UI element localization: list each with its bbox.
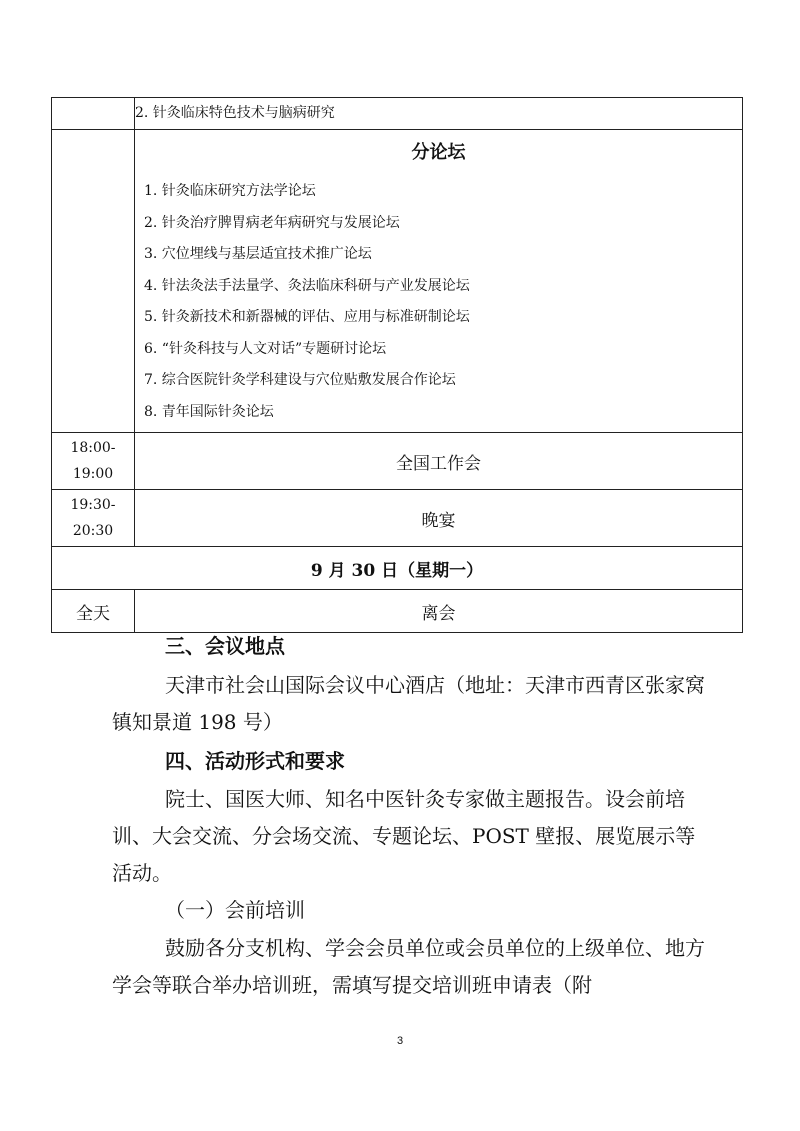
topic-item: 2. 针灸临床特色技术与脑病研究 [135, 98, 743, 130]
venue-text: 天津市社会山国际会议中心酒店（地址：天津市西青区张家窝镇知景道 198 号） [112, 673, 705, 734]
time-cell: 19:30-20:30 [52, 490, 135, 547]
event-cell: 全国工作会 [135, 433, 743, 490]
time-cell-empty [52, 130, 135, 433]
forum-title: 分论坛 [411, 142, 466, 163]
schedule-row [52, 98, 743, 130]
schedule-row [52, 130, 743, 433]
venue-heading: 三、会议地点 [165, 634, 285, 658]
schedule-row [52, 433, 743, 490]
forum-item: 8. 青年国际针灸论坛 [144, 403, 274, 420]
training-heading: （一）会前培训 [165, 898, 305, 922]
activities-heading: 四、活动形式和要求 [165, 749, 345, 773]
forum-list [135, 176, 742, 432]
schedule-row [52, 490, 743, 547]
forum-item: 5. 针灸新技术和新器械的评估、应用与标准研制论坛 [144, 309, 470, 325]
time-cell: 18:00-19:00 [52, 433, 135, 490]
forum-item: 3. 穴位埋线与基层适宜技术推广论坛 [144, 246, 372, 262]
schedule-table [51, 97, 743, 633]
event-cell: 离会 [135, 590, 743, 633]
time-cell-empty [52, 98, 135, 130]
event-cell: 晚宴 [135, 490, 743, 547]
date-row [52, 547, 743, 590]
forum-item: 7. 综合医院针灸学科建设与穴位贴敷发展合作论坛 [144, 372, 456, 388]
training-text: 鼓励各分支机构、学会会员单位或会员单位的上级单位、地方学会等联合举办培训班，需填写提交培训班申请表（附 [112, 936, 705, 997]
forum-item: 4. 针法灸法手法量学、灸法临床科研与产业发展论坛 [144, 277, 470, 294]
forum-item: 1. 针灸临床研究方法学论坛 [144, 183, 316, 199]
activities-text: 院士、国医大师、知名中医针灸专家做主题报告。设会前培训、大会交流、分会场交流、专题论坛、POST 壁报、展览展示等活动。 [112, 787, 696, 885]
forum-item: 6. “针灸科技与人文对话”专题研讨论坛 [144, 340, 387, 357]
page-number: 3 [396, 1035, 404, 1047]
date-heading: 9 月 30 日（星期一） [52, 547, 743, 590]
time-cell: 全天 [52, 590, 135, 633]
schedule-row [52, 590, 743, 633]
forum-item: 2. 针灸治疗脾胃病老年病研究与发展论坛 [144, 214, 400, 231]
forum-cell [135, 130, 743, 433]
